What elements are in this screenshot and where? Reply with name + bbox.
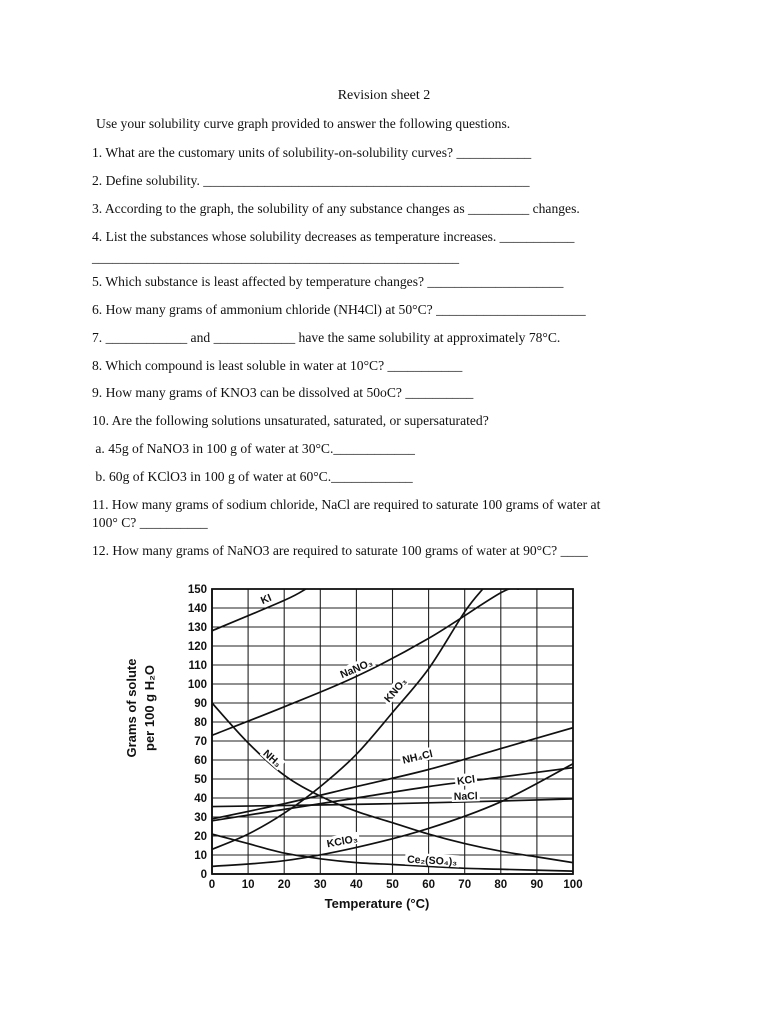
chart-grid xyxy=(212,589,573,874)
question-11: 11. How many grams of sodium chloride, NaCl are required to saturate 100 grams of water at xyxy=(92,497,601,512)
x-tick-label: 90 xyxy=(530,879,544,891)
question-10: 10. Are the following solutions unsaturated, saturated, or supersaturated? xyxy=(92,413,489,428)
y-axis-title-line1: Grams of solute xyxy=(124,658,139,758)
question-3: 3. According to the graph, the solubility of any substance changes as _________ changes. xyxy=(92,201,580,216)
curve-label-kclo: KClO₃ xyxy=(325,832,359,851)
curve-label-ceso: Ce₂(SO₄)₃ xyxy=(406,853,458,869)
question-1: 1. What are the customary units of solubility-on-solubility curves? ___________ xyxy=(92,145,532,160)
y-axis-title-line2: per 100 g H₂O xyxy=(142,665,157,751)
y-tick-label: 40 xyxy=(194,793,207,805)
sheet-title: Revision sheet 2 xyxy=(337,88,431,103)
y-tick-label: 60 xyxy=(194,755,207,767)
y-tick-label: 10 xyxy=(194,850,207,862)
question-6: 6. How many grams of ammonium chloride (NH4Cl) at 50°C? ______________________ xyxy=(92,302,586,317)
y-tick-label: 100 xyxy=(187,679,207,691)
question-10a: a. 45g of NaNO3 in 100 g of water at 30°C.____________ xyxy=(92,441,415,456)
y-tick-label: 70 xyxy=(194,736,207,748)
x-tick-label: 30 xyxy=(313,879,327,891)
y-tick-label: 130 xyxy=(187,622,207,634)
curve-label-nh: NH₃ xyxy=(260,747,284,770)
solubility-curve-chart xyxy=(115,578,605,920)
y-tick-label: 20 xyxy=(194,831,207,843)
question-10b: b. 60g of KClO3 in 100 g of water at 60°C.____________ xyxy=(92,469,413,484)
y-tick-label: 80 xyxy=(194,717,207,729)
x-axis-title: Temperature (°C) xyxy=(324,896,430,911)
y-tick-label: 110 xyxy=(188,660,207,672)
question-5: 5. Which substance is least affected by temperature changes? ____________________ xyxy=(92,274,564,289)
question-11-continuation: 100° C? __________ xyxy=(92,515,208,530)
x-tick-label: 10 xyxy=(241,879,255,891)
x-tick-label: 80 xyxy=(494,879,508,891)
question-4: 4. List the substances whose solubility decreases as temperature increases. ___________ xyxy=(92,229,575,244)
y-tick-label: 30 xyxy=(194,812,207,824)
curve-label-kno: KNO₃ xyxy=(382,675,410,705)
y-tick-label: 150 xyxy=(187,584,207,596)
intro-text: Use your solubility curve graph provided to answer the following questions. xyxy=(96,116,511,131)
x-tick-label: 50 xyxy=(386,879,399,891)
y-tick-label: 50 xyxy=(194,774,207,786)
x-tick-label: 70 xyxy=(458,879,472,891)
x-tick-label: 60 xyxy=(422,879,435,891)
question-8: 8. Which compound is least soluble in water at 10°C? ___________ xyxy=(92,358,463,373)
x-tick-label: 0 xyxy=(208,879,216,891)
x-tick-label: 100 xyxy=(563,879,583,891)
chart-ticks xyxy=(188,584,583,891)
y-tick-label: 140 xyxy=(187,603,207,615)
question-7: 7. ____________ and ____________ have the same solubility at approximately 78°C. xyxy=(92,330,561,345)
curve-label-kcl: KCl xyxy=(456,773,476,788)
y-tick-label: 90 xyxy=(194,698,207,710)
x-tick-label: 20 xyxy=(277,879,291,891)
chart-curve-labels xyxy=(257,590,480,868)
curve-label-nhcl: NH₄Cl xyxy=(401,747,434,767)
y-tick-label: 120 xyxy=(187,641,207,653)
curve-label-ki: KI xyxy=(259,591,274,607)
curve-label-nacl: NaCl xyxy=(453,790,478,803)
curve-label-nano: NaNO₃ xyxy=(338,656,375,682)
y-tick-label: 0 xyxy=(200,869,207,881)
question-12: 12. How many grams of NaNO3 are required to saturate 100 grams of water at 90°C? ____ xyxy=(92,543,588,558)
question-9: 9. How many grams of KNO3 can be dissolved at 50oC? __________ xyxy=(92,385,474,400)
question-4-continuation: ______________________________________________________ xyxy=(92,250,460,265)
question-2: 2. Define solubility. ________________________________________________ xyxy=(92,173,530,188)
x-tick-label: 40 xyxy=(350,879,363,891)
